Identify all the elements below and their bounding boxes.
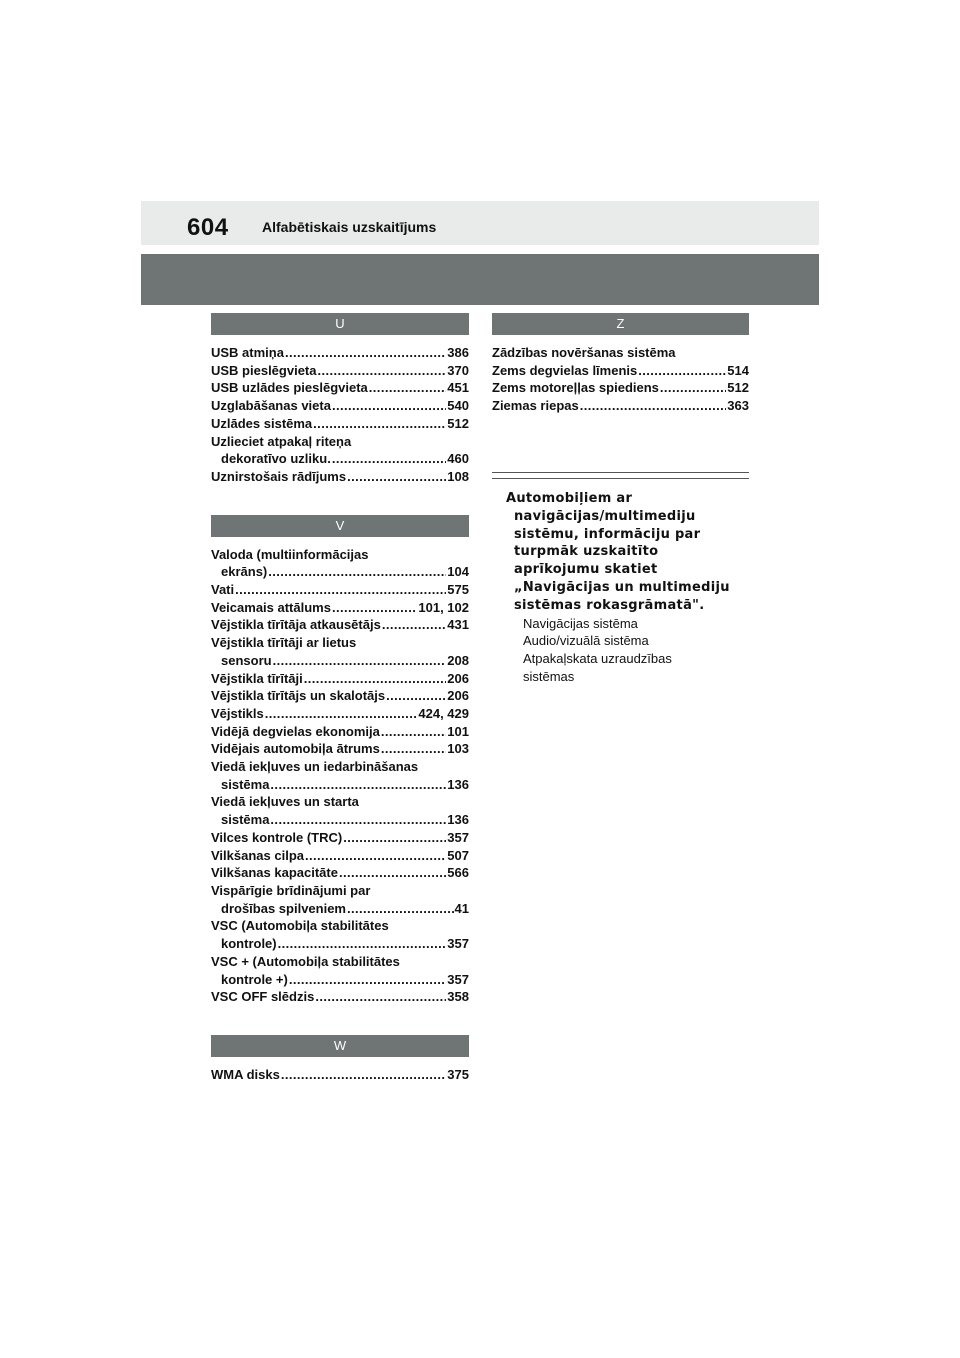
dot-leader xyxy=(285,344,446,362)
index-entry xyxy=(211,581,469,599)
entry-page: 357 xyxy=(447,936,469,952)
dot-leader xyxy=(386,687,446,705)
entry-page: 104 xyxy=(447,564,469,580)
entry-page: 512 xyxy=(727,380,749,396)
index-entry xyxy=(211,450,469,468)
note-item: sistēmas xyxy=(523,668,575,684)
entry-page: 363 xyxy=(727,398,749,414)
entry-text: USB pieslēgvieta xyxy=(211,362,317,378)
note-line: navigācijas/multimediju xyxy=(514,508,696,524)
index-entry xyxy=(211,900,469,918)
note-item: Atpakaļskata uzraudzības xyxy=(523,651,672,667)
entry-page: 460 xyxy=(447,451,469,467)
entry-page: 375 xyxy=(447,1066,469,1082)
entry-page: 566 xyxy=(447,865,469,881)
index-entry: VSC (Automobiļa stabilitātes xyxy=(211,918,389,934)
entry-page: 206 xyxy=(447,670,469,686)
note-line: sistēmas rokasgrāmatā". xyxy=(514,597,705,613)
entry-page: 208 xyxy=(447,652,469,668)
index-entry: Vējstikla tīrītāji ar lietus xyxy=(211,635,357,651)
entry-page: 514 xyxy=(727,362,749,378)
index-entry xyxy=(211,599,469,617)
dot-leader xyxy=(369,379,447,397)
entry-text: sensoru xyxy=(221,652,272,668)
entry-text: WMA disks xyxy=(211,1066,280,1082)
index-entry xyxy=(211,776,469,794)
dot-leader xyxy=(278,935,447,953)
entry-text: Vilkšanas kapacitāte xyxy=(211,865,338,881)
dot-leader xyxy=(332,599,417,617)
note-line: turpmāk uzskaitīto xyxy=(514,544,659,560)
dot-leader xyxy=(313,415,446,433)
index-entry: Viedā iekļuves un iedarbināšanas xyxy=(211,759,419,775)
entries-z xyxy=(492,344,749,415)
index-entry xyxy=(492,379,749,397)
entry-text: Vati xyxy=(211,582,235,598)
entry-text: Veicamais attālums xyxy=(211,599,331,615)
entry-text: sistēma xyxy=(221,776,270,792)
index-entry xyxy=(211,652,469,670)
index-entry: Vispārīgie brīdinājumi par xyxy=(211,882,371,898)
index-entry xyxy=(211,740,469,758)
entry-page: 575 xyxy=(447,582,469,598)
entry-page: 540 xyxy=(447,398,469,414)
dot-leader xyxy=(347,468,446,486)
entry-page: 103 xyxy=(447,741,469,757)
index-entry xyxy=(492,397,749,415)
divider-rule xyxy=(492,472,749,479)
index-entry xyxy=(211,563,469,581)
entry-page: 358 xyxy=(447,989,469,1005)
entry-text: Zems motoreļļas spiediens xyxy=(492,380,659,396)
index-entry xyxy=(211,971,469,989)
entry-text: USB uzlādes pieslēgvieta xyxy=(211,380,368,396)
dot-leader xyxy=(315,988,446,1006)
entry-text: Vējstikla tīrītājs un skalotājs xyxy=(211,688,386,704)
index-entry: Uzlieciet atpakaļ riteņa xyxy=(211,433,352,449)
entry-text: Uzglabāšanas vieta xyxy=(211,398,331,414)
index-entry xyxy=(211,362,469,380)
note-line: „Navigācijas un multimediju xyxy=(514,579,730,595)
entry-text: USB atmiņa xyxy=(211,345,284,360)
index-entry: Valoda (multiinformācijas xyxy=(211,546,369,562)
dot-leader xyxy=(339,864,446,882)
entry-text: Vidējais automobiļa ātrums xyxy=(211,741,380,757)
dot-leader xyxy=(343,829,446,847)
index-entry xyxy=(211,811,469,829)
index-entry xyxy=(211,847,469,865)
entry-text: Vilces kontrole (TRC) xyxy=(211,829,343,845)
entry-page: 431 xyxy=(447,617,469,633)
entry-page: 108 xyxy=(447,468,469,484)
dot-leader xyxy=(332,450,446,468)
entries-w xyxy=(211,1066,469,1084)
dot-leader xyxy=(281,1066,446,1084)
dot-leader xyxy=(273,652,447,670)
index-entry xyxy=(492,362,749,380)
entry-text: dekoratīvo uzliku. xyxy=(221,451,331,467)
note-line: aprīkojumu skatiet xyxy=(514,562,658,578)
letter-heading-w: W xyxy=(211,1035,469,1057)
entry-text: Uzlādes sistēma xyxy=(211,415,313,431)
note-item: Navigācijas sistēma xyxy=(523,615,638,631)
dot-leader xyxy=(638,362,726,380)
index-entry xyxy=(211,1066,469,1084)
index-entry xyxy=(211,616,469,634)
entry-page: 357 xyxy=(447,971,469,987)
letter-heading-u: U xyxy=(211,313,469,335)
dot-leader xyxy=(270,776,446,794)
entry-text: ekrāns) xyxy=(221,564,268,580)
dot-leader xyxy=(268,563,446,581)
entry-text: Uznirstošais rādījums xyxy=(211,468,347,484)
index-entry: Zādzības novēršanas sistēma xyxy=(492,345,676,360)
entry-text: Vējstikla tīrītāja atkausētājs xyxy=(211,617,381,633)
dot-leader xyxy=(318,362,447,380)
entry-page: 357 xyxy=(447,829,469,845)
index-column-left xyxy=(211,313,469,1084)
dot-leader xyxy=(289,971,446,989)
entry-text: kontrole +) xyxy=(221,971,288,987)
index-entry xyxy=(211,687,469,705)
entry-text: Zems degvielas līmenis xyxy=(492,362,638,378)
dot-leader xyxy=(265,705,418,723)
index-entry xyxy=(211,670,469,688)
index-entry xyxy=(211,344,469,362)
entry-page: 136 xyxy=(447,812,469,828)
entry-text: Ziemas riepas xyxy=(492,398,579,414)
dot-leader xyxy=(660,379,726,397)
section-title: Alfabētiskais uzskaitījums xyxy=(262,219,437,235)
entry-text: VSC OFF slēdzis xyxy=(211,989,315,1005)
note-items xyxy=(506,615,756,686)
page-number: 604 xyxy=(187,214,229,241)
index-entry xyxy=(211,705,469,723)
entry-page: 101 xyxy=(447,723,469,739)
index-entry xyxy=(211,935,469,953)
index-entry xyxy=(211,397,469,415)
entries-u xyxy=(211,344,469,486)
index-entry xyxy=(211,723,469,741)
entry-page: 451 xyxy=(447,380,469,396)
index-entry xyxy=(211,829,469,847)
entry-page: 136 xyxy=(447,776,469,792)
index-entry xyxy=(211,379,469,397)
dot-leader xyxy=(305,847,446,865)
letter-heading-v: V xyxy=(211,515,469,537)
note-item: Audio/vizuālā sistēma xyxy=(523,633,649,649)
index-entry xyxy=(211,864,469,882)
navigation-note xyxy=(506,490,756,686)
dot-leader xyxy=(580,397,727,415)
dot-leader xyxy=(347,900,454,918)
entries-v xyxy=(211,546,469,1006)
entry-page: 370 xyxy=(447,362,469,378)
entry-text: Vējstikls xyxy=(211,705,264,721)
entry-text: Vējstikla tīrītāji xyxy=(211,670,303,686)
entry-page: 206 xyxy=(447,688,469,704)
index-entry xyxy=(211,988,469,1006)
note-text xyxy=(506,490,756,615)
entry-page: 512 xyxy=(447,415,469,431)
entry-page: 386 xyxy=(447,345,469,360)
entry-page: 507 xyxy=(447,847,469,863)
index-entry xyxy=(211,468,469,486)
index-entry: Viedā iekļuves un starta xyxy=(211,794,359,810)
dot-leader xyxy=(382,616,446,634)
index-column-right xyxy=(492,313,749,415)
decorative-band xyxy=(141,254,819,305)
entry-page: 424, 429 xyxy=(418,705,469,721)
entry-text: Vilkšanas cilpa xyxy=(211,847,304,863)
entry-text: Vidējā degvielas ekonomija xyxy=(211,723,380,739)
entry-text: sistēma xyxy=(221,812,270,828)
dot-leader xyxy=(332,397,446,415)
entry-page: 41 xyxy=(454,900,469,916)
index-entry xyxy=(211,415,469,433)
entry-text: drošības spilveniem xyxy=(221,900,346,916)
dot-leader xyxy=(235,581,446,599)
note-line: Automobiļiem ar xyxy=(506,491,633,506)
header-band xyxy=(141,201,819,245)
entry-text: kontrole) xyxy=(221,936,277,952)
note-line: sistēmu, informāciju par xyxy=(514,526,701,542)
letter-heading-z: Z xyxy=(492,313,749,335)
entry-page: 101, 102 xyxy=(418,599,469,615)
dot-leader xyxy=(381,740,446,758)
dot-leader xyxy=(381,723,446,741)
index-entry: VSC + (Automobiļa stabilitātes xyxy=(211,953,400,969)
dot-leader xyxy=(304,670,447,688)
dot-leader xyxy=(270,811,446,829)
